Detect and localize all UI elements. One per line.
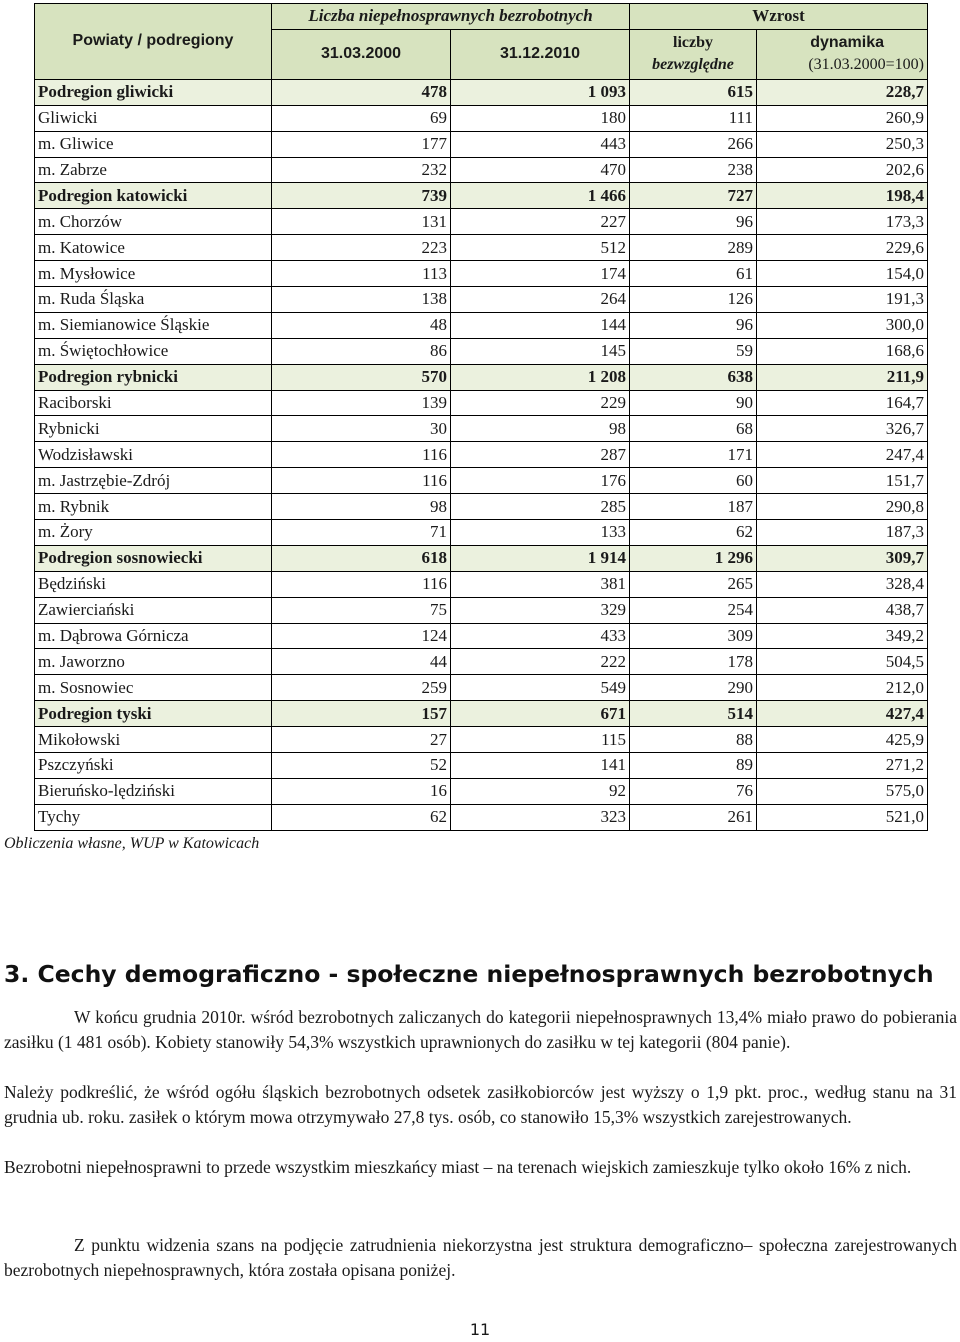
cell-count-2000: 131 [272, 209, 451, 235]
table-row [35, 338, 928, 364]
table-row [35, 157, 928, 183]
table-row [35, 131, 928, 157]
table-source-note: Obliczenia własne, WUP w Katowicach [4, 835, 260, 852]
cell-count-2010: 433 [451, 623, 630, 649]
cell-count-2000: 30 [272, 416, 451, 442]
cell-dynamics: 290,8 [757, 494, 928, 520]
unemployed-disabled-table [34, 3, 928, 831]
cell-count-2000: 124 [272, 623, 451, 649]
paragraph-1: W końcu grudnia 2010r. wśród bezrobotnych zaliczanych do kategorii niepełnosprawnych 13,4% miało prawo do pobierania zasiłku (1 481 osób). Kobiety stanowiły 54,3% wszystkich uprawnionych do zasiłku w tej kategorii (804 panie). [4, 1007, 957, 1052]
cell-absolute-growth: 254 [630, 597, 757, 623]
cell-name: Podregion tyski [35, 701, 272, 727]
table-row [35, 778, 928, 804]
header-absolute [630, 29, 757, 79]
cell-count-2010: 1 914 [451, 545, 630, 571]
cell-count-2000: 478 [272, 79, 451, 105]
subregion-row [35, 545, 928, 571]
cell-name: Podregion katowicki [35, 183, 272, 209]
paragraph-2: Należy podkreślić, że wśród ogółu śląskich bezrobotnych odsetek zasiłkobiorców jest wyższy o 1,9 pkt. proc., według stanu na 31 grudnia ub. roku. zasiłek o którym mowa otrzymywało 27,8 tys. osób, co stanowiło 15,3% wszystkich zarejestrowanych. [4, 1082, 957, 1127]
cell-count-2000: 98 [272, 494, 451, 520]
data-table-wrapper [34, 3, 927, 831]
cell-count-2010: 98 [451, 416, 630, 442]
cell-count-2010: 222 [451, 649, 630, 675]
cell-count-2010: 145 [451, 338, 630, 364]
subregion-row [35, 701, 928, 727]
cell-count-2010: 229 [451, 390, 630, 416]
cell-name: Mikołowski [35, 727, 272, 753]
cell-absolute-growth: 171 [630, 442, 757, 468]
cell-count-2000: 259 [272, 675, 451, 701]
cell-name: Rybnicki [35, 416, 272, 442]
cell-dynamics: 173,3 [757, 209, 928, 235]
cell-count-2000: 139 [272, 390, 451, 416]
subregion-row [35, 364, 928, 390]
cell-dynamics: 229,6 [757, 235, 928, 261]
header-count-group: Liczba niepełnosprawnych bezrobotnych [272, 4, 630, 30]
cell-count-2010: 264 [451, 287, 630, 313]
table-row [35, 235, 928, 261]
cell-dynamics: 228,7 [757, 79, 928, 105]
cell-count-2000: 177 [272, 131, 451, 157]
cell-name: Tychy [35, 804, 272, 830]
table-row [35, 623, 928, 649]
cell-count-2000: 27 [272, 727, 451, 753]
cell-count-2010: 381 [451, 571, 630, 597]
cell-absolute-growth: 187 [630, 494, 757, 520]
cell-name: m. Chorzów [35, 209, 272, 235]
subregion-row [35, 183, 928, 209]
cell-dynamics: 168,6 [757, 338, 928, 364]
cell-dynamics: 309,7 [757, 545, 928, 571]
header-region: Powiaty / podregiony [35, 4, 272, 80]
cell-absolute-growth: 638 [630, 364, 757, 390]
cell-dynamics: 326,7 [757, 416, 928, 442]
cell-name: m. Zabrze [35, 157, 272, 183]
cell-dynamics: 300,0 [757, 312, 928, 338]
cell-absolute-growth: 1 296 [630, 545, 757, 571]
cell-dynamics: 191,3 [757, 287, 928, 313]
cell-count-2000: 69 [272, 105, 451, 131]
table-row [35, 105, 928, 131]
table-row [35, 416, 928, 442]
cell-dynamics: 202,6 [757, 157, 928, 183]
cell-absolute-growth: 76 [630, 778, 757, 804]
cell-name: Pszczyński [35, 753, 272, 779]
cell-absolute-growth: 89 [630, 753, 757, 779]
cell-dynamics: 438,7 [757, 597, 928, 623]
cell-count-2000: 618 [272, 545, 451, 571]
cell-dynamics: 271,2 [757, 753, 928, 779]
cell-dynamics: 164,7 [757, 390, 928, 416]
table-row [35, 727, 928, 753]
cell-name: m. Jaworzno [35, 649, 272, 675]
cell-name: m. Rybnik [35, 494, 272, 520]
page-number: 11 [469, 1320, 491, 1339]
cell-absolute-growth: 62 [630, 520, 757, 546]
cell-count-2010: 470 [451, 157, 630, 183]
cell-absolute-growth: 126 [630, 287, 757, 313]
cell-count-2010: 287 [451, 442, 630, 468]
cell-absolute-growth: 261 [630, 804, 757, 830]
table-row [35, 753, 928, 779]
cell-name: m. Żory [35, 520, 272, 546]
cell-count-2000: 113 [272, 261, 451, 287]
paragraph-3: Bezrobotni niepełnosprawni to przede wszystkim mieszkańcy miast – na terenach wiejskich zamieszkuje tylko około 16% z nich. [4, 1157, 912, 1177]
cell-absolute-growth: 265 [630, 571, 757, 597]
cell-name: m. Gliwice [35, 131, 272, 157]
cell-absolute-growth: 96 [630, 312, 757, 338]
table-row [35, 804, 928, 830]
cell-absolute-growth: 615 [630, 79, 757, 105]
table-row [35, 209, 928, 235]
table-row [35, 390, 928, 416]
header-dynamics-line1: dynamika [810, 34, 885, 52]
cell-absolute-growth: 60 [630, 468, 757, 494]
cell-count-2010: 133 [451, 520, 630, 546]
cell-name: m. Świętochłowice [35, 338, 272, 364]
cell-name: m. Mysłowice [35, 261, 272, 287]
cell-count-2000: 86 [272, 338, 451, 364]
cell-dynamics: 328,4 [757, 571, 928, 597]
cell-name: Raciborski [35, 390, 272, 416]
header-dynamics [757, 29, 928, 79]
cell-count-2010: 141 [451, 753, 630, 779]
cell-count-2000: 44 [272, 649, 451, 675]
table-row [35, 442, 928, 468]
table-row [35, 261, 928, 287]
header-date-2010: 31.12.2010 [451, 29, 630, 79]
cell-dynamics: 154,0 [757, 261, 928, 287]
cell-count-2010: 144 [451, 312, 630, 338]
cell-count-2000: 570 [272, 364, 451, 390]
cell-count-2010: 176 [451, 468, 630, 494]
section-heading: 3. Cechy demograficzno - społeczne niepełnosprawnych bezrobotnych [4, 960, 934, 988]
cell-count-2010: 671 [451, 701, 630, 727]
cell-count-2010: 549 [451, 675, 630, 701]
cell-count-2010: 1 466 [451, 183, 630, 209]
table-row [35, 571, 928, 597]
cell-dynamics: 427,4 [757, 701, 928, 727]
cell-absolute-growth: 90 [630, 390, 757, 416]
table-row [35, 597, 928, 623]
paragraph-4: Z punktu widzenia szans na podjęcie zatrudnienia niekorzystna jest struktura demograficzno– społeczna zarejestrowanych bezrobotnych niepełnosprawnych, która została opisana poniżej. [4, 1235, 957, 1280]
cell-absolute-growth: 178 [630, 649, 757, 675]
cell-absolute-growth: 290 [630, 675, 757, 701]
cell-dynamics: 504,5 [757, 649, 928, 675]
table-row [35, 312, 928, 338]
cell-count-2010: 92 [451, 778, 630, 804]
cell-dynamics: 211,9 [757, 364, 928, 390]
cell-absolute-growth: 514 [630, 701, 757, 727]
cell-dynamics: 260,9 [757, 105, 928, 131]
table-row [35, 287, 928, 313]
cell-name: m. Jastrzębie-Zdrój [35, 468, 272, 494]
cell-absolute-growth: 88 [630, 727, 757, 753]
table-row [35, 494, 928, 520]
cell-name: Podregion rybnicki [35, 364, 272, 390]
table-row [35, 468, 928, 494]
header-dynamics-line2: (31.03.2000=100) [808, 56, 925, 74]
cell-absolute-growth: 238 [630, 157, 757, 183]
cell-name: m. Ruda Śląska [35, 287, 272, 313]
cell-count-2010: 443 [451, 131, 630, 157]
cell-count-2000: 138 [272, 287, 451, 313]
cell-name: Podregion sosnowiecki [35, 545, 272, 571]
cell-count-2010: 1 208 [451, 364, 630, 390]
cell-dynamics: 151,7 [757, 468, 928, 494]
cell-name: m. Sosnowiec [35, 675, 272, 701]
cell-count-2010: 115 [451, 727, 630, 753]
header-growth: Wzrost [630, 4, 928, 30]
cell-dynamics: 349,2 [757, 623, 928, 649]
cell-dynamics: 187,3 [757, 520, 928, 546]
cell-absolute-growth: 68 [630, 416, 757, 442]
cell-count-2000: 116 [272, 571, 451, 597]
cell-name: Zawierciański [35, 597, 272, 623]
cell-count-2010: 323 [451, 804, 630, 830]
cell-dynamics: 250,3 [757, 131, 928, 157]
cell-count-2010: 1 093 [451, 79, 630, 105]
cell-dynamics: 521,0 [757, 804, 928, 830]
cell-count-2010: 174 [451, 261, 630, 287]
cell-count-2000: 71 [272, 520, 451, 546]
cell-dynamics: 575,0 [757, 778, 928, 804]
cell-count-2000: 157 [272, 701, 451, 727]
cell-count-2000: 52 [272, 753, 451, 779]
header-absolute-line2: bezwzględne [652, 56, 734, 74]
cell-count-2000: 116 [272, 442, 451, 468]
cell-count-2000: 223 [272, 235, 451, 261]
cell-count-2000: 48 [272, 312, 451, 338]
cell-count-2010: 180 [451, 105, 630, 131]
subregion-row [35, 79, 928, 105]
cell-absolute-growth: 111 [630, 105, 757, 131]
table-body [35, 79, 928, 830]
cell-name: m. Siemianowice Śląskie [35, 312, 272, 338]
cell-absolute-growth: 309 [630, 623, 757, 649]
header-date-2000: 31.03.2000 [272, 29, 451, 79]
cell-count-2010: 227 [451, 209, 630, 235]
cell-absolute-growth: 61 [630, 261, 757, 287]
cell-name: m. Katowice [35, 235, 272, 261]
cell-absolute-growth: 59 [630, 338, 757, 364]
cell-name: Gliwicki [35, 105, 272, 131]
cell-count-2010: 285 [451, 494, 630, 520]
cell-name: Podregion gliwicki [35, 79, 272, 105]
cell-dynamics: 212,0 [757, 675, 928, 701]
cell-count-2000: 739 [272, 183, 451, 209]
cell-count-2000: 75 [272, 597, 451, 623]
header-absolute-line1: liczby [673, 34, 714, 52]
cell-name: Wodzisławski [35, 442, 272, 468]
cell-count-2010: 512 [451, 235, 630, 261]
table-row [35, 649, 928, 675]
cell-name: Bieruńsko-lędziński [35, 778, 272, 804]
cell-count-2010: 329 [451, 597, 630, 623]
cell-count-2000: 16 [272, 778, 451, 804]
cell-absolute-growth: 266 [630, 131, 757, 157]
table-row [35, 675, 928, 701]
cell-count-2000: 116 [272, 468, 451, 494]
cell-count-2000: 62 [272, 804, 451, 830]
table-row [35, 520, 928, 546]
cell-dynamics: 198,4 [757, 183, 928, 209]
cell-absolute-growth: 96 [630, 209, 757, 235]
cell-absolute-growth: 727 [630, 183, 757, 209]
cell-name: Będziński [35, 571, 272, 597]
cell-name: m. Dąbrowa Górnicza [35, 623, 272, 649]
cell-dynamics: 247,4 [757, 442, 928, 468]
cell-absolute-growth: 289 [630, 235, 757, 261]
cell-count-2000: 232 [272, 157, 451, 183]
cell-dynamics: 425,9 [757, 727, 928, 753]
